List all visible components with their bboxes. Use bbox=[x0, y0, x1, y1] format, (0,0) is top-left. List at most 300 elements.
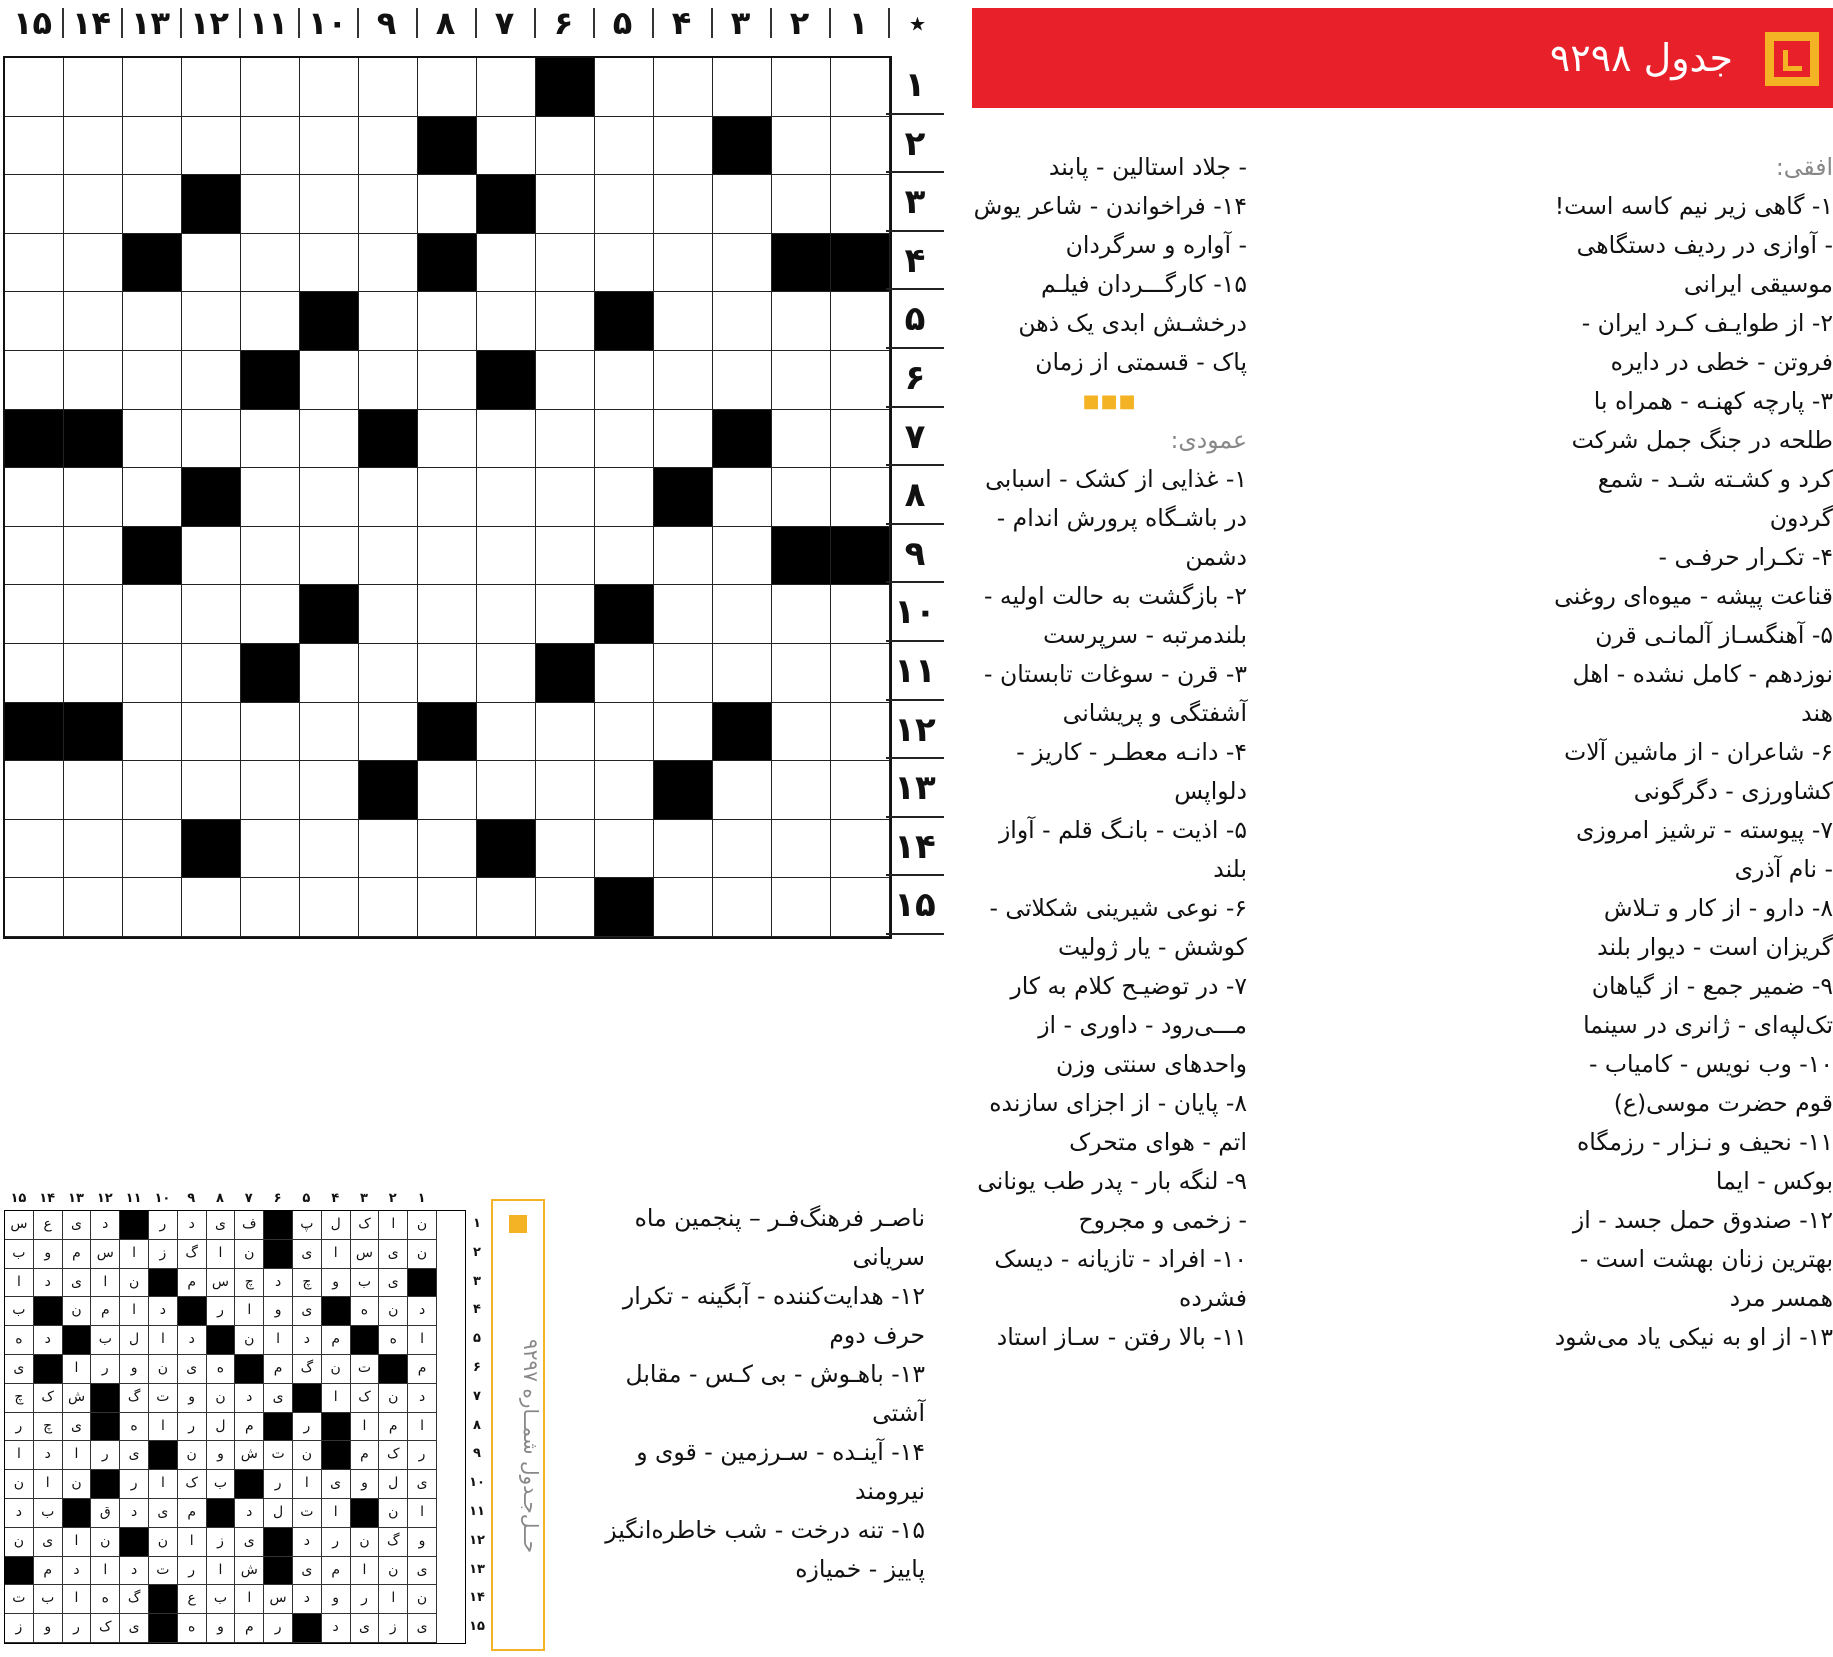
grid-cell[interactable] bbox=[831, 761, 890, 820]
grid-cell[interactable] bbox=[182, 761, 241, 820]
grid-cell[interactable] bbox=[123, 292, 182, 351]
grid-cell[interactable] bbox=[300, 644, 359, 703]
grid-cell[interactable] bbox=[713, 292, 772, 351]
grid-cell[interactable] bbox=[477, 410, 536, 469]
grid-cell[interactable] bbox=[713, 527, 772, 586]
black-cell bbox=[64, 703, 123, 762]
grid-cell[interactable] bbox=[64, 644, 123, 703]
grid-cell[interactable] bbox=[772, 761, 831, 820]
grid-cell[interactable] bbox=[64, 234, 123, 293]
solution-column-number: ۱۰ bbox=[154, 1191, 171, 1206]
grid-cell[interactable] bbox=[831, 175, 890, 234]
grid-cell[interactable] bbox=[654, 703, 713, 762]
solution-letter: ن bbox=[408, 1211, 437, 1240]
grid-cell[interactable] bbox=[831, 644, 890, 703]
grid-cell[interactable] bbox=[182, 117, 241, 176]
solution-letter: ی bbox=[63, 1413, 92, 1442]
grid-cell[interactable] bbox=[418, 410, 477, 469]
grid-cell[interactable] bbox=[536, 292, 595, 351]
solution-letter: ا bbox=[379, 1585, 408, 1614]
grid-cell[interactable] bbox=[536, 175, 595, 234]
solution-black-cell bbox=[91, 1470, 120, 1499]
grid-cell[interactable] bbox=[359, 468, 418, 527]
solution-letter: ی bbox=[149, 1499, 178, 1528]
grid-cell[interactable] bbox=[713, 234, 772, 293]
separator-dots: ■■■ bbox=[1082, 391, 1137, 412]
grid-cell[interactable] bbox=[654, 878, 713, 937]
grid-cell[interactable] bbox=[477, 234, 536, 293]
solution-letter: ی bbox=[293, 1557, 322, 1586]
solution-letter: ر bbox=[178, 1413, 207, 1442]
grid-cell[interactable] bbox=[123, 58, 182, 117]
grid-cell[interactable] bbox=[5, 585, 64, 644]
grid-cell[interactable] bbox=[595, 703, 654, 762]
grid-cell[interactable] bbox=[241, 234, 300, 293]
clue-line: ۷- پیوسته - ترشیز امروزی bbox=[1575, 816, 1833, 844]
solution-column-number: ۴ bbox=[331, 1191, 340, 1206]
solution-letter: ا bbox=[63, 1585, 92, 1614]
column-divider bbox=[770, 8, 772, 38]
grid-cell[interactable] bbox=[595, 117, 654, 176]
grid-cell[interactable] bbox=[5, 351, 64, 410]
grid-cell[interactable] bbox=[182, 703, 241, 762]
grid-cell[interactable] bbox=[64, 468, 123, 527]
grid-cell[interactable] bbox=[536, 468, 595, 527]
solution-letter: ا bbox=[351, 1413, 380, 1442]
clue-line: گردون bbox=[1769, 504, 1833, 532]
grid-cell[interactable] bbox=[772, 58, 831, 117]
grid-cell[interactable] bbox=[831, 58, 890, 117]
grid-cell[interactable] bbox=[713, 761, 772, 820]
solution-letter: ب bbox=[5, 1297, 34, 1326]
grid-cell[interactable] bbox=[5, 820, 64, 879]
grid-cell[interactable] bbox=[536, 351, 595, 410]
solution-black-cell bbox=[91, 1384, 120, 1413]
grid-cell[interactable] bbox=[64, 761, 123, 820]
grid-cell[interactable] bbox=[595, 58, 654, 117]
grid-cell[interactable] bbox=[182, 410, 241, 469]
column-number: ۱۱ bbox=[248, 4, 289, 42]
solution-black-cell bbox=[120, 1528, 149, 1557]
clue-line: بهترین زنان بهشت است - bbox=[1579, 1245, 1833, 1273]
grid-cell[interactable] bbox=[300, 117, 359, 176]
grid-cell[interactable] bbox=[831, 410, 890, 469]
grid-cell[interactable] bbox=[477, 468, 536, 527]
clue-line: گریزان است - دیوار بلند bbox=[1597, 933, 1833, 961]
grid-cell[interactable] bbox=[654, 644, 713, 703]
clue-line: دشمن bbox=[1185, 543, 1247, 571]
grid-cell[interactable] bbox=[713, 878, 772, 937]
grid-cell[interactable] bbox=[536, 117, 595, 176]
grid-cell[interactable] bbox=[182, 351, 241, 410]
grid-cell[interactable] bbox=[595, 468, 654, 527]
grid-cell[interactable] bbox=[477, 703, 536, 762]
grid-cell[interactable] bbox=[654, 58, 713, 117]
solution-letter: ت bbox=[149, 1384, 178, 1413]
grid-cell[interactable] bbox=[359, 234, 418, 293]
grid-cell[interactable] bbox=[241, 527, 300, 586]
grid-cell[interactable] bbox=[418, 761, 477, 820]
grid-cell[interactable] bbox=[182, 527, 241, 586]
grid-cell[interactable] bbox=[123, 175, 182, 234]
grid-cell[interactable] bbox=[300, 410, 359, 469]
grid-cell[interactable] bbox=[5, 234, 64, 293]
grid-cell[interactable] bbox=[772, 410, 831, 469]
solution-letter: ا bbox=[207, 1557, 236, 1586]
solution-letter: ا bbox=[5, 1269, 34, 1298]
grid-cell[interactable] bbox=[772, 878, 831, 937]
grid-cell[interactable] bbox=[654, 292, 713, 351]
grid-cell[interactable] bbox=[5, 644, 64, 703]
grid-cell[interactable] bbox=[241, 703, 300, 762]
grid-cell[interactable] bbox=[536, 761, 595, 820]
grid-cell[interactable] bbox=[300, 527, 359, 586]
grid-cell[interactable] bbox=[123, 585, 182, 644]
grid-cell[interactable] bbox=[831, 878, 890, 937]
column-divider bbox=[711, 8, 713, 38]
solution-letter: م bbox=[235, 1413, 264, 1442]
grid-cell[interactable] bbox=[477, 878, 536, 937]
solution-letter: گ bbox=[379, 1528, 408, 1557]
grid-cell[interactable] bbox=[300, 234, 359, 293]
grid-cell[interactable] bbox=[418, 468, 477, 527]
grid-cell[interactable] bbox=[418, 58, 477, 117]
grid-cell[interactable] bbox=[477, 761, 536, 820]
solution-letter: م bbox=[322, 1326, 351, 1355]
solution-column-number: ۹ bbox=[187, 1191, 196, 1206]
grid-cell[interactable] bbox=[182, 878, 241, 937]
grid-cell[interactable] bbox=[831, 703, 890, 762]
grid-cell[interactable] bbox=[241, 878, 300, 937]
grid-cell[interactable] bbox=[359, 644, 418, 703]
grid-cell[interactable] bbox=[123, 878, 182, 937]
solution-letter: ه bbox=[379, 1326, 408, 1355]
solution-letter: ن bbox=[408, 1585, 437, 1614]
grid-cell[interactable] bbox=[713, 820, 772, 879]
grid-cell[interactable] bbox=[123, 703, 182, 762]
grid-cell[interactable] bbox=[64, 878, 123, 937]
grid-cell[interactable] bbox=[418, 878, 477, 937]
solution-letter: ت bbox=[351, 1355, 380, 1384]
row-number: ۱۵ bbox=[886, 876, 944, 935]
grid-cell[interactable] bbox=[359, 117, 418, 176]
grid-cell[interactable] bbox=[300, 351, 359, 410]
grid-cell[interactable] bbox=[595, 351, 654, 410]
grid-cell[interactable] bbox=[300, 878, 359, 937]
grid-cell[interactable] bbox=[595, 820, 654, 879]
clue-line: ناصـر فرهنگ‌فـر – پنجمین ماه bbox=[634, 1204, 925, 1232]
grid-cell[interactable] bbox=[300, 175, 359, 234]
grid-cell[interactable] bbox=[64, 585, 123, 644]
grid-cell[interactable] bbox=[182, 585, 241, 644]
grid-cell[interactable] bbox=[418, 175, 477, 234]
grid-cell[interactable] bbox=[654, 410, 713, 469]
solution-letter: ی bbox=[34, 1528, 63, 1557]
grid-cell[interactable] bbox=[64, 292, 123, 351]
grid-cell[interactable] bbox=[654, 527, 713, 586]
grid-cell[interactable] bbox=[300, 468, 359, 527]
grid-cell[interactable] bbox=[182, 644, 241, 703]
grid-cell[interactable] bbox=[595, 234, 654, 293]
grid-cell[interactable] bbox=[477, 117, 536, 176]
grid-cell[interactable] bbox=[123, 761, 182, 820]
clue-line: ۱۵- کارگـــردان فیلـم bbox=[1040, 270, 1247, 298]
grid-cell[interactable] bbox=[359, 820, 418, 879]
grid-cell[interactable] bbox=[5, 468, 64, 527]
grid-cell[interactable] bbox=[536, 820, 595, 879]
grid-cell[interactable] bbox=[64, 820, 123, 879]
grid-cell[interactable] bbox=[241, 820, 300, 879]
black-cell bbox=[123, 234, 182, 293]
grid-cell[interactable] bbox=[713, 351, 772, 410]
grid-cell[interactable] bbox=[241, 410, 300, 469]
grid-cell[interactable] bbox=[477, 527, 536, 586]
clue-line: کشاورزی - دگرگونی bbox=[1633, 777, 1833, 805]
grid-cell[interactable] bbox=[713, 585, 772, 644]
grid-cell[interactable] bbox=[772, 117, 831, 176]
grid-cell[interactable] bbox=[5, 292, 64, 351]
clue-line: هند bbox=[1801, 699, 1833, 727]
solution-column-number: ۸ bbox=[216, 1191, 224, 1206]
solution-letter: د bbox=[91, 1211, 120, 1240]
solution-letter: د bbox=[63, 1557, 92, 1586]
row-number: ۱۲ bbox=[886, 701, 944, 760]
grid-cell[interactable] bbox=[654, 820, 713, 879]
grid-cell[interactable] bbox=[418, 292, 477, 351]
grid-cell[interactable] bbox=[772, 703, 831, 762]
grid-cell[interactable] bbox=[5, 117, 64, 176]
grid-cell[interactable] bbox=[595, 761, 654, 820]
horizontal-header: افقی: bbox=[1775, 153, 1833, 181]
solution-letter: ن bbox=[379, 1384, 408, 1413]
clue-line: موسیقی ایرانی bbox=[1683, 270, 1833, 298]
solution-letter: د bbox=[322, 1614, 351, 1643]
solution-letter: ا bbox=[63, 1355, 92, 1384]
grid-cell[interactable] bbox=[300, 761, 359, 820]
grid-cell[interactable] bbox=[654, 351, 713, 410]
grid-cell[interactable] bbox=[713, 468, 772, 527]
solution-black-cell bbox=[63, 1499, 92, 1528]
grid-cell[interactable] bbox=[654, 175, 713, 234]
solution-letter: ن bbox=[207, 1384, 236, 1413]
grid-cell[interactable] bbox=[418, 820, 477, 879]
grid-cell[interactable] bbox=[64, 351, 123, 410]
clue-line: ۱۱- بالا رفتن - سـاز استاد bbox=[996, 1323, 1247, 1351]
grid-cell[interactable] bbox=[182, 292, 241, 351]
grid-cell[interactable] bbox=[536, 527, 595, 586]
solution-column-number: ۱۳ bbox=[68, 1191, 84, 1206]
solution-letter: د bbox=[293, 1326, 322, 1355]
solution-column-number: ۶ bbox=[273, 1191, 282, 1206]
grid-cell[interactable] bbox=[359, 175, 418, 234]
row-number: ۱۰ bbox=[886, 583, 944, 642]
grid-cell[interactable] bbox=[536, 585, 595, 644]
solution-letter: ن bbox=[120, 1269, 149, 1298]
grid-cell[interactable] bbox=[595, 644, 654, 703]
solution-letter: ی bbox=[120, 1614, 149, 1643]
row-number: ۵ bbox=[886, 290, 944, 349]
grid-cell[interactable] bbox=[536, 878, 595, 937]
black-cell bbox=[241, 351, 300, 410]
grid-cell[interactable] bbox=[241, 761, 300, 820]
clue-line: ۴- تکـرار حرفـی - bbox=[1658, 543, 1833, 571]
grid-cell[interactable] bbox=[772, 820, 831, 879]
solution-letter: ک bbox=[351, 1211, 380, 1240]
grid-cell[interactable] bbox=[359, 878, 418, 937]
clue-line: نوزدهم - کامل نشده - اهل bbox=[1572, 660, 1833, 688]
grid-cell[interactable] bbox=[831, 117, 890, 176]
grid-cell[interactable] bbox=[359, 527, 418, 586]
grid-cell[interactable] bbox=[123, 117, 182, 176]
clue-line: ۳- قرن - سوغات تابستان - bbox=[984, 660, 1247, 688]
grid-cell[interactable] bbox=[241, 175, 300, 234]
grid-cell[interactable] bbox=[5, 58, 64, 117]
grid-cell[interactable] bbox=[595, 527, 654, 586]
solution-letter: م bbox=[91, 1297, 120, 1326]
grid-cell[interactable] bbox=[241, 585, 300, 644]
solution-letter: د bbox=[264, 1269, 293, 1298]
grid-cell[interactable] bbox=[831, 820, 890, 879]
grid-cell[interactable] bbox=[595, 175, 654, 234]
grid-cell[interactable] bbox=[772, 585, 831, 644]
grid-cell[interactable] bbox=[418, 351, 477, 410]
grid-cell[interactable] bbox=[477, 292, 536, 351]
grid-cell[interactable] bbox=[418, 644, 477, 703]
grid-cell[interactable] bbox=[654, 585, 713, 644]
grid-cell[interactable] bbox=[772, 468, 831, 527]
grid-cell[interactable] bbox=[536, 234, 595, 293]
column-divider bbox=[534, 8, 536, 38]
solution-letter: د bbox=[120, 1557, 149, 1586]
grid-cell[interactable] bbox=[359, 351, 418, 410]
solution-letter: م bbox=[178, 1499, 207, 1528]
solution-letter: و bbox=[207, 1614, 236, 1643]
solution-letter: ر bbox=[91, 1441, 120, 1470]
grid-cell[interactable] bbox=[5, 527, 64, 586]
solution-row-number: ۶ bbox=[473, 1359, 481, 1375]
grid-cell[interactable] bbox=[713, 175, 772, 234]
grid-cell[interactable] bbox=[477, 644, 536, 703]
solution-letter: ن bbox=[5, 1528, 34, 1557]
grid-cell[interactable] bbox=[64, 117, 123, 176]
grid-cell[interactable] bbox=[300, 58, 359, 117]
grid-cell[interactable] bbox=[654, 117, 713, 176]
crossword-grid[interactable] bbox=[3, 56, 892, 939]
clue-line: بوکس - ایما bbox=[1715, 1167, 1833, 1195]
solution-letter: ر bbox=[149, 1211, 178, 1240]
column-divider bbox=[62, 8, 64, 38]
solution-letter: ع bbox=[34, 1211, 63, 1240]
grid-cell[interactable] bbox=[359, 292, 418, 351]
grid-cell[interactable] bbox=[772, 175, 831, 234]
clue-line: ۹- لنگه بار - پدر طب یونانی bbox=[977, 1167, 1247, 1195]
grid-cell[interactable] bbox=[182, 234, 241, 293]
grid-cell[interactable] bbox=[713, 644, 772, 703]
black-cell bbox=[359, 410, 418, 469]
grid-cell[interactable] bbox=[772, 644, 831, 703]
grid-cell[interactable] bbox=[418, 527, 477, 586]
row-number: ۲ bbox=[886, 115, 944, 174]
solution-column-number: ۵ bbox=[302, 1191, 311, 1206]
grid-cell[interactable] bbox=[5, 175, 64, 234]
grid-cell[interactable] bbox=[123, 351, 182, 410]
grid-cell[interactable] bbox=[654, 234, 713, 293]
grid-cell[interactable] bbox=[123, 820, 182, 879]
row-number: ۹ bbox=[886, 525, 944, 584]
solution-black-cell bbox=[264, 1528, 293, 1557]
solution-letter: و bbox=[178, 1384, 207, 1413]
grid-cell[interactable] bbox=[359, 703, 418, 762]
solution-black-cell bbox=[120, 1211, 149, 1240]
solution-letter: ک bbox=[379, 1441, 408, 1470]
grid-cell[interactable] bbox=[5, 878, 64, 937]
grid-cell[interactable] bbox=[359, 585, 418, 644]
black-cell bbox=[595, 585, 654, 644]
grid-cell[interactable] bbox=[713, 58, 772, 117]
grid-cell[interactable] bbox=[300, 820, 359, 879]
grid-cell[interactable] bbox=[477, 58, 536, 117]
solution-row-number: ۵ bbox=[473, 1331, 481, 1347]
grid-cell[interactable] bbox=[123, 644, 182, 703]
grid-cell[interactable] bbox=[123, 468, 182, 527]
solution-letter: ب bbox=[351, 1269, 380, 1298]
solution-letter: د bbox=[178, 1211, 207, 1240]
grid-cell[interactable] bbox=[241, 292, 300, 351]
grid-cell[interactable] bbox=[241, 117, 300, 176]
grid-cell[interactable] bbox=[182, 58, 241, 117]
grid-cell[interactable] bbox=[595, 410, 654, 469]
solution-black-cell bbox=[91, 1413, 120, 1442]
grid-cell[interactable] bbox=[241, 468, 300, 527]
grid-cell[interactable] bbox=[300, 703, 359, 762]
solution-letter: ن bbox=[235, 1326, 264, 1355]
solution-letter: چ bbox=[235, 1269, 264, 1298]
solution-letter: و bbox=[322, 1269, 351, 1298]
grid-cell[interactable] bbox=[831, 468, 890, 527]
grid-cell[interactable] bbox=[418, 585, 477, 644]
grid-cell[interactable] bbox=[477, 585, 536, 644]
solution-letter: ر bbox=[293, 1413, 322, 1442]
solution-letter: د bbox=[235, 1384, 264, 1413]
grid-cell[interactable] bbox=[831, 585, 890, 644]
clue-line: ۱۰- وب نویس - کامیاب - bbox=[1588, 1050, 1833, 1078]
grid-cell[interactable] bbox=[5, 761, 64, 820]
grid-cell[interactable] bbox=[831, 292, 890, 351]
solution-label-box bbox=[491, 1199, 545, 1651]
solution-black-cell bbox=[149, 1441, 178, 1470]
grid-cell[interactable] bbox=[64, 175, 123, 234]
vertical-clues-continued bbox=[580, 1199, 925, 1589]
column-number: ٭ bbox=[908, 4, 927, 42]
grid-cell[interactable] bbox=[123, 410, 182, 469]
grid-cell[interactable] bbox=[64, 527, 123, 586]
column-number: ۱۲ bbox=[189, 4, 230, 42]
grid-cell[interactable] bbox=[772, 351, 831, 410]
grid-cell[interactable] bbox=[241, 58, 300, 117]
solution-grid bbox=[4, 1210, 466, 1644]
solution-letter: ک bbox=[178, 1470, 207, 1499]
grid-cell[interactable] bbox=[831, 351, 890, 410]
grid-cell[interactable] bbox=[536, 410, 595, 469]
grid-cell[interactable] bbox=[64, 58, 123, 117]
grid-cell[interactable] bbox=[359, 58, 418, 117]
solution-letter: گ bbox=[293, 1355, 322, 1384]
grid-cell[interactable] bbox=[536, 703, 595, 762]
grid-cell[interactable] bbox=[772, 292, 831, 351]
black-cell bbox=[477, 175, 536, 234]
solution-black-cell bbox=[178, 1297, 207, 1326]
solution-letter: ا bbox=[149, 1413, 178, 1442]
